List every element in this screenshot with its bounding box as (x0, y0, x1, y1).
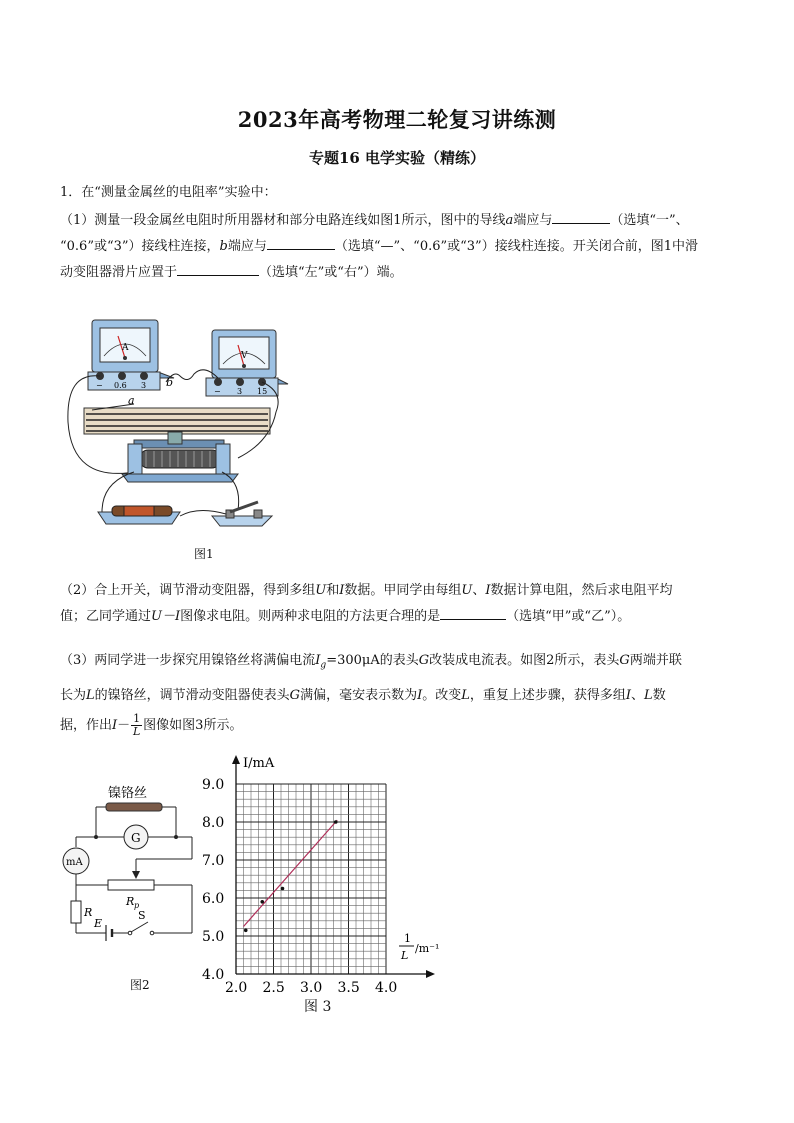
ammeter-term-1: 0.6 (114, 381, 127, 390)
x-tick-label: 2.5 (262, 980, 285, 996)
x-axis-label-num: 1 (404, 932, 411, 945)
question-part1: （1）测量一段金属丝电阻时所用器材和部分电路连线如图1所示，图中的导线a端应与 （选填“一”、 “0.6”或“3”）接线柱连接，b端应与 （选填“—”、“0.6”或“3”）接线柱连接。开关闭合前，图1中滑 动变阻器滑片应置于 （选填“左”或“右”）端。 (60, 208, 736, 286)
y-tick-label: 5.0 (202, 929, 225, 945)
chart-marks (244, 820, 338, 932)
figure-3-chart (196, 752, 456, 1018)
figure-1-apparatus (62, 312, 292, 534)
y-tick-label: 9.0 (202, 777, 225, 793)
resistor-symbol: R (84, 906, 93, 919)
x-axis-label-unit: /m⁻¹ (415, 942, 440, 955)
data-point (260, 900, 264, 904)
x-tick-label: 2.0 (225, 980, 248, 996)
milliammeter-symbol: mA (66, 857, 83, 868)
y-axis-label (243, 756, 275, 771)
rheostat (122, 432, 238, 482)
chart-ticks (202, 777, 397, 996)
ammeter-term-0: − (96, 381, 103, 390)
answer-blank-1[interactable] (552, 209, 610, 224)
voltmeter-term-0: − (214, 387, 221, 396)
voltmeter-term-2: 15 (257, 387, 268, 396)
switch (212, 502, 272, 526)
figure-2-circuit (62, 775, 212, 975)
ammeter (88, 320, 174, 390)
voltmeter-symbol: V (241, 351, 248, 361)
rheostat-subscript: p (134, 901, 140, 910)
y-tick-label: 7.0 (202, 853, 225, 869)
figure-3-caption: 图 3 (304, 999, 332, 1015)
x-tick-label: 3.5 (337, 980, 360, 996)
ammeter-term-2: 3 (141, 381, 147, 390)
galvanometer-symbol: G (131, 831, 141, 845)
figure-1-caption: 图1 (194, 547, 214, 561)
battery (98, 506, 180, 524)
emf-symbol: E (94, 917, 103, 930)
y-axis-arrow (232, 755, 240, 764)
y-tick-label: 6.0 (202, 891, 225, 907)
y-tick-label: 8.0 (202, 815, 225, 831)
fit-line (244, 820, 338, 926)
question-part3: （3）两同学进一步探究用镍铬丝将满偏电流$I_g=300\mu A$的表头G改装成电流表。如图2所示，表头G两端并联 长为L的镍铬丝，调节滑动变阻器使表头G满偏，毫安表示数为I。改变L，重复上述步骤，获得多组I、L数 据，作出I－ $\frac{1}{L}$ 图像如图3所示。 (60, 653, 682, 738)
answer-blank-3[interactable] (177, 261, 259, 276)
figure-2-caption: 图2 (130, 978, 150, 992)
voltmeter (206, 330, 288, 396)
x-axis-label (399, 932, 439, 962)
x-axis-label-den: L (401, 949, 409, 962)
rheostat-symbol: R (126, 895, 135, 908)
wire-b-label: b (166, 376, 174, 389)
data-point (244, 929, 248, 933)
y-tick-label: 4.0 (202, 967, 225, 983)
switch-symbol: S (138, 909, 146, 922)
chart-grid (236, 784, 386, 974)
x-tick-label: 3.0 (300, 980, 323, 996)
data-point (334, 820, 338, 824)
data-point (281, 887, 285, 891)
wire-board (84, 408, 270, 434)
answer-blank-4[interactable] (440, 605, 506, 620)
ammeter-symbol: A (122, 343, 129, 353)
page-subtitle: 专题16 电学实验（精练） (308, 149, 486, 167)
x-axis-arrow (426, 970, 435, 978)
y-axis-title: I/mA (243, 756, 275, 771)
question-part2: （2）合上开关，调节滑动变阻器，得到多组U和I数据。甲同学由每组U、I数据计算电阻，然后求电阻平均 值；乙同学通过U－I图像求电阻。则两种求电阻的方法更合理的是 （选填“甲”或“乙”）。 (60, 583, 673, 624)
x-tick-label: 4.0 (375, 980, 398, 996)
page-title: 2023年高考物理二轮复习讲练测 (237, 107, 557, 132)
voltmeter-term-1: 3 (237, 387, 243, 396)
nichrome-wire-label: 镍铬丝 (108, 786, 148, 801)
answer-blank-2[interactable] (267, 235, 335, 250)
wire-a-label: a (128, 394, 135, 407)
question-stem: 1．在“测量金属丝的电阻率”实验中： (60, 185, 277, 200)
inline-fraction: $\frac{1}{L}$ (133, 711, 141, 738)
